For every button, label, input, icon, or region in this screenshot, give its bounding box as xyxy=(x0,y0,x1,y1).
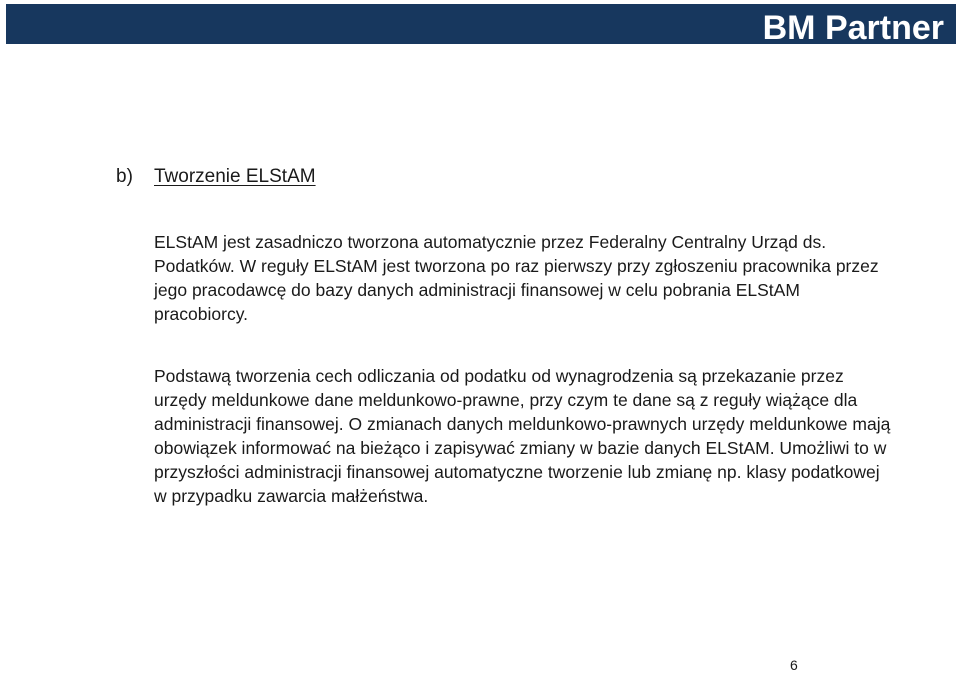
header-bar xyxy=(6,4,956,47)
section-title: Tworzenie ELStAM xyxy=(154,166,316,187)
page-number: 6 xyxy=(790,657,798,673)
brand-title: BM Partner xyxy=(762,9,944,47)
section-heading xyxy=(116,165,316,189)
paragraph-tax-deduction-basis: Podstawą tworzenia cech odliczania od podatku od wynagrodzenia są przekazanie przez urzędy meldunkowe dane meldunkowo-prawne, przy czym te dane są z reguły wiążące dla administracji finansowej. O zmianach danych meldunkowo-prawnych urzędy meldunkowe mają obowiązek informować na bieżąco i zapisywać zmiany w bazie danych ELStAM. Umożliwi to w przyszłości administracji finansowej automatyczne tworzenie lub zmianę np. klasy podatkowej w przypadku zawarcia małżeństwa. xyxy=(154,366,891,506)
paragraph-elstam-creation: ELStAM jest zasadniczo tworzona automatycznie przez Federalny Centralny Urząd ds. Podatków. W reguły ELStAM jest tworzona po raz pierwszy przy zgłoszeniu pracownika przez jego pracodawcę do bazy danych administracji finansowej w celu pobrania ELStAM pracobiorcy. xyxy=(154,232,879,324)
section-marker: b) xyxy=(116,166,133,187)
